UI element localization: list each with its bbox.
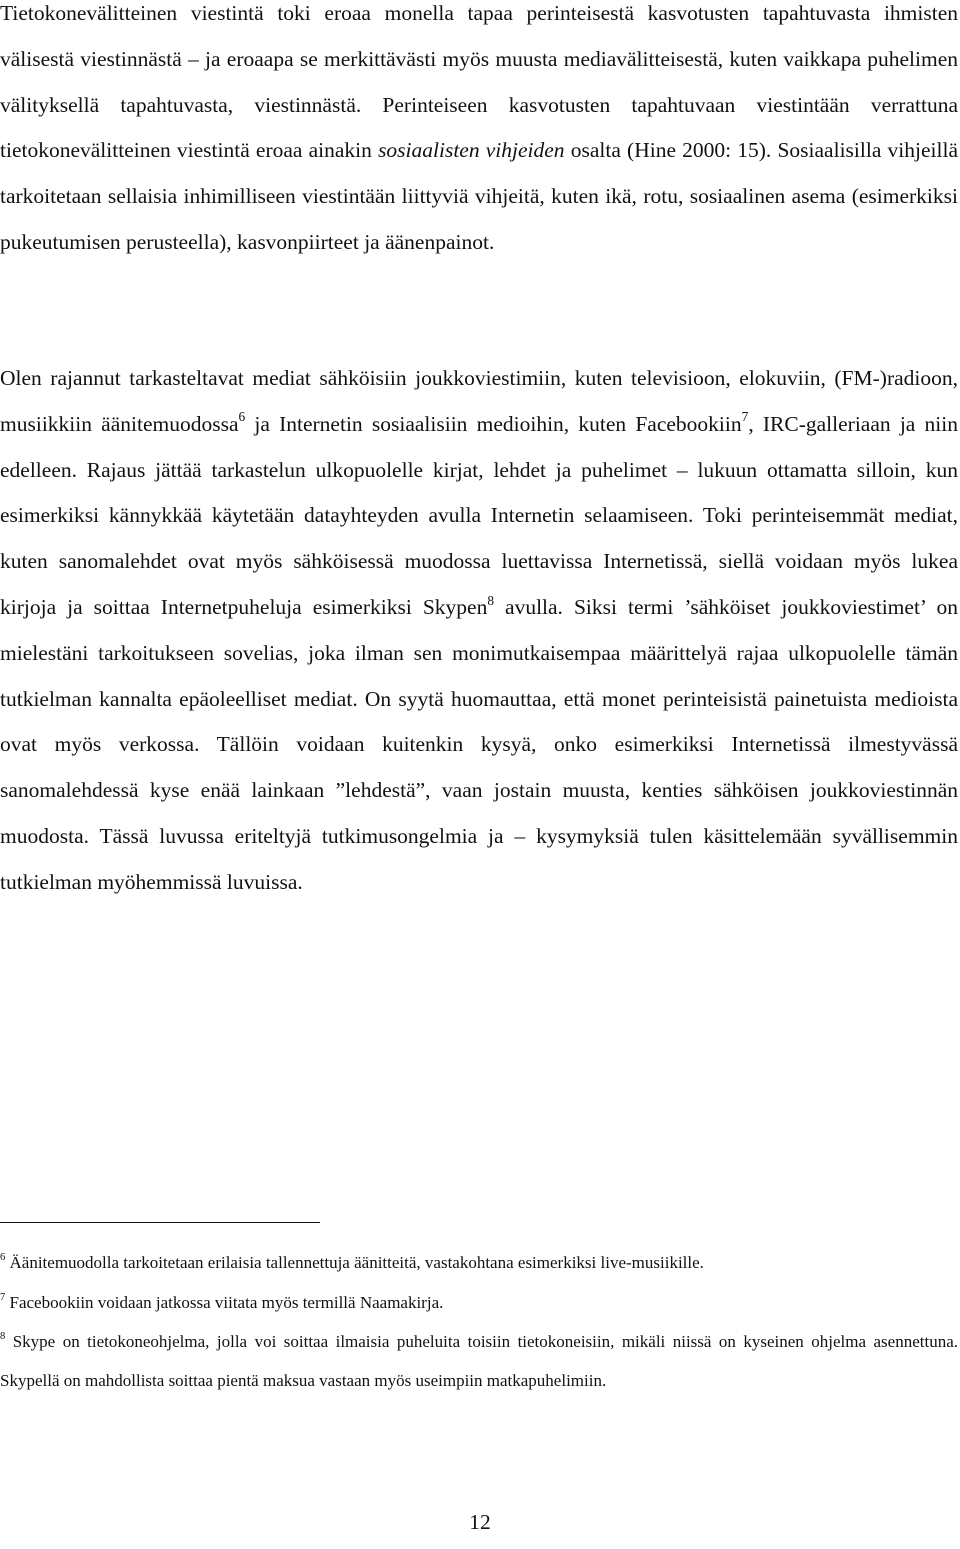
body-paragraph-1 [0, 0, 958, 266]
paragraph-2-text-d: avulla. Siksi termi ’sähköiset joukkoviestimet’ on mielestäni tarkoitukseen sovelias, joka ilman sen monimutkaisempaa määrittelyä rajaa ulkopuolelle tämän tutkielman kannalta epäoleelliset mediat. On syytä huomauttaa, että monet perinteisistä painetuista medioista ovat myös verkossa. Tällöin voidaan kuitenkin kysyä, onko esimerkiksi Internetissä ilmestyvässä sanomalehdessä kyse enää lainkaan ”lehdestä”, vaan jostain muusta, kenties sähköisen joukkoviestinnän muodosta. Tässä luvussa eriteltyjä tutkimusongelmia ja – kysymyksiä tulen käsittelemään syvällisemmin tutkielman myöhemmissä luvuissa. [0, 594, 958, 894]
paragraph-1-text-a: Tietokonevälitteinen viestintä toki eroaa monella tapaa perinteisestä kasvotusten tapahtuvasta ihmisten välisestä viestinnästä – ja eroaapa se merkittävästi myös muusta mediavälitteisestä, kuten vaikkapa puhelimen välityksellä tapahtuvasta, viestinnästä. Perinteiseen kasvotusten tapahtuvaan viestintään verrattuna tietokonevälitteinen viestintä eroaa ainakin [0, 1, 958, 163]
footnote-separator [0, 1222, 320, 1223]
paragraph-1-emphasis: sosiaalisten vihjeiden [378, 138, 565, 163]
footnote-6 [0, 1244, 958, 1283]
footnote-text: Skype on tietokoneohjelma, jolla voi soittaa ilmaisia puheluita toisiin tietokoneisiin, mikäli niissä on kyseinen ohjelma asennettuna. Skypellä on mahdollista soittaa pientä maksua vastaan myös useimpiin matkapuhelimiin. [0, 1332, 958, 1390]
footnote-number: 8 [0, 1331, 6, 1343]
footnote-ref-7[interactable]: 7 [741, 409, 749, 425]
footnote-8 [0, 1323, 958, 1400]
footnote-text: Äänitemuodolla tarkoitetaan erilaisia tallennettuja äänitteitä, vastakohtana esimerkiksi live-musiikille. [5, 1253, 704, 1272]
paragraph-1-text-b: osalta (Hine 2000: 15). Sosiaalisilla vihjeillä tarkoitetaan sellaisia inhimilliseen viestintään liittyviä vihjeitä, kuten ikä, rotu, sosiaalinen asema (esimerkiksi pukeutumisen perusteella), kasvonpiirteet ja äänenpainot. [0, 138, 958, 254]
footnote-number: 7 [0, 1292, 6, 1304]
footnote-ref-8[interactable]: 8 [487, 592, 495, 608]
footnote-number: 6 [0, 1252, 6, 1264]
paragraph-2-text-b: ja Internetin sosiaalisiin medioihin, kuten Facebookiin [245, 411, 742, 436]
footnote-text: Facebookiin voidaan jatkossa viitata myös termillä Naamakirja. [5, 1293, 444, 1312]
footnote-ref-6[interactable]: 6 [238, 409, 246, 425]
page-number: 12 [469, 1510, 491, 1534]
body-paragraph-2 [0, 356, 958, 906]
paragraph-2-text-a: Olen rajannut tarkasteltavat mediat sähköisiin joukkoviestimiin, kuten televisioon, elokuviin, (FM-)radioon, musiikkiin äänitemuodossa [0, 366, 958, 436]
footnote-7 [0, 1284, 958, 1323]
paragraph-2-text-c: , IRC-galleriaan ja niin edelleen. Rajaus jättää tarkastelun ulkopuolelle kirjat, lehdet ja puhelimet – lukuun ottamatta silloin, kun esimerkiksi kännykkää käytetään datayhteyden avulla Internetin selaamiseen. Toki perinteisemmät mediat, kuten sanomalehdet ovat myös sähköisessä muodossa luettavissa Internetissä, siellä voidaan myös lukea kirjoja ja soittaa Internetpuheluja esimerkiksi Skypen [0, 411, 958, 619]
